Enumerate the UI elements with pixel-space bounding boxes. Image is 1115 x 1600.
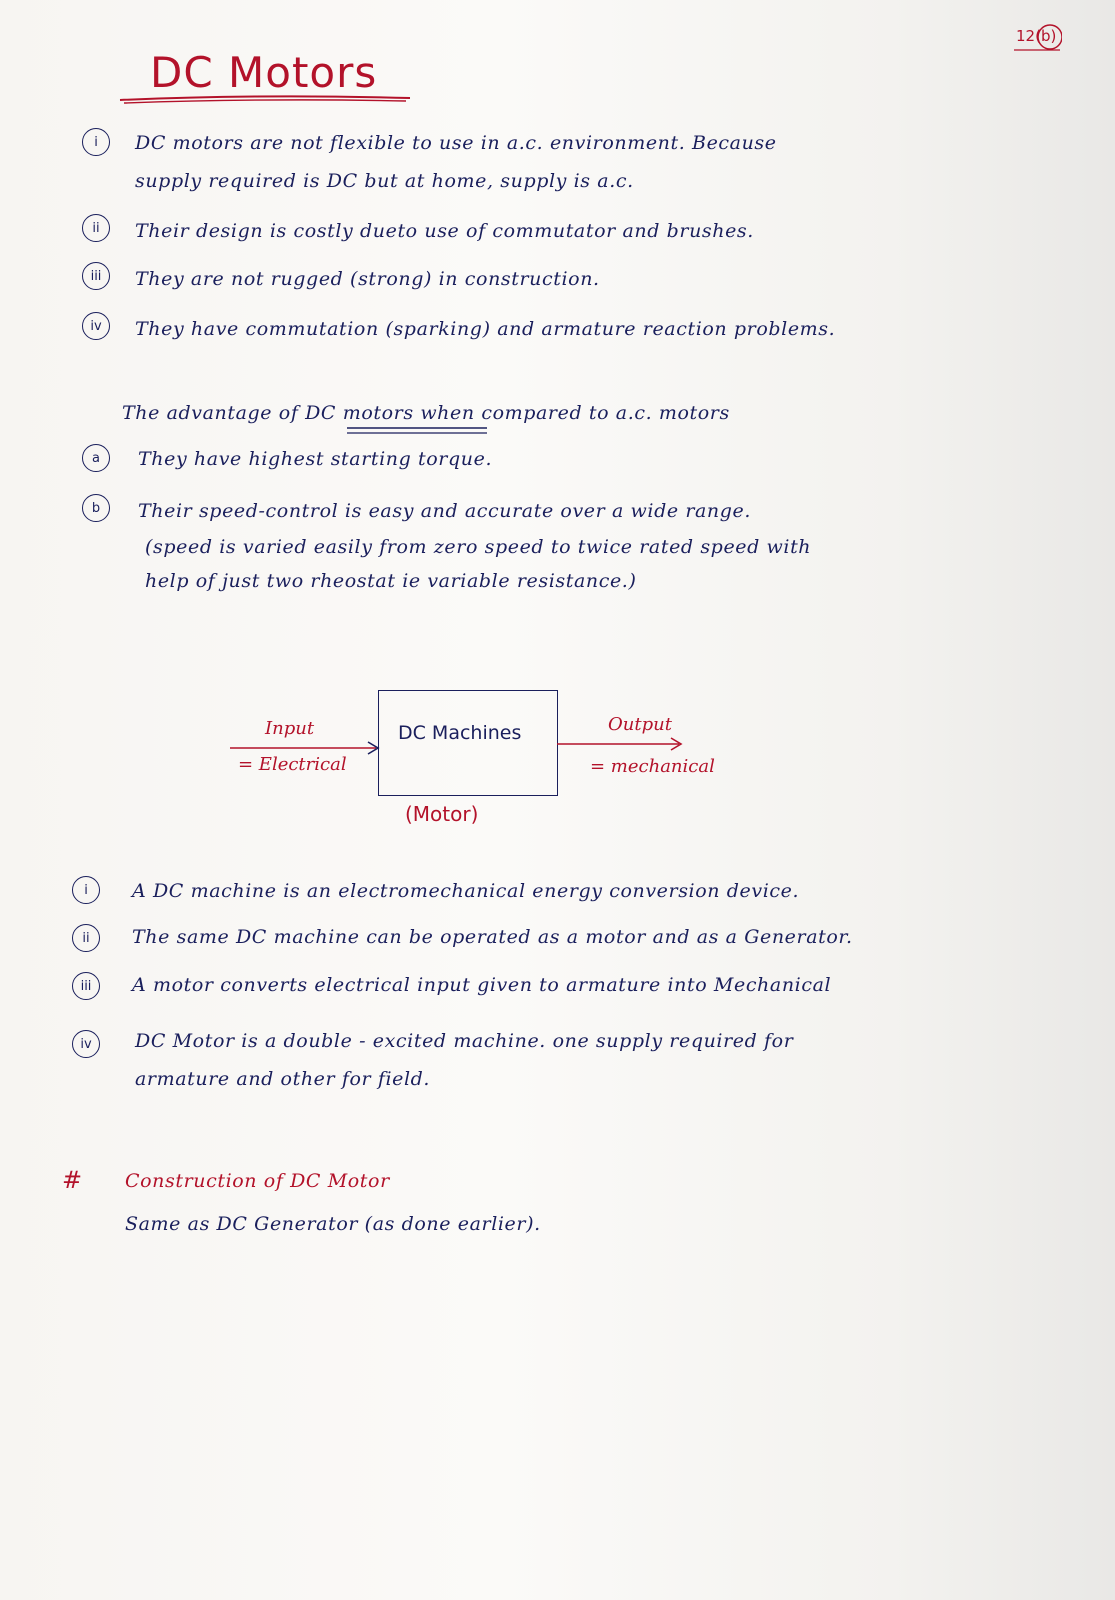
advantage-a-line-1: They have highest starting torque. — [138, 448, 493, 470]
page-title: DC Motors — [150, 48, 378, 97]
list-number-iii: iii — [82, 262, 110, 290]
construction-hash: # — [62, 1166, 83, 1194]
page-number — [1012, 20, 1062, 50]
construction-heading: Construction of DC Motor — [125, 1170, 390, 1192]
diagram-caption: (Motor) — [405, 802, 479, 826]
list-number-a: a — [82, 444, 110, 472]
list-number-i-facts: i — [72, 876, 100, 904]
list-number-b: b — [82, 494, 110, 522]
diagram-output-label: Output — [608, 714, 672, 735]
list-number-ii: ii — [82, 214, 110, 242]
disadvantage-4-line-1: They have commutation (sparking) and armature reaction problems. — [135, 318, 836, 340]
fact-1-line-1: A DC machine is an electromechanical energy conversion device. — [132, 880, 800, 902]
list-number-iv-facts: iv — [72, 1030, 100, 1058]
diagram-input-value: = Electrical — [238, 754, 347, 775]
title-underline — [118, 92, 413, 106]
advantage-b-line-2: (speed is varied easily from zero speed to twice rated speed with — [145, 536, 812, 558]
advantages-heading-underline — [345, 424, 490, 436]
disadvantage-1-line-2: supply required is DC but at home, supply is a.c. — [135, 170, 634, 192]
list-number-ii-facts: ii — [72, 924, 100, 952]
diagram-box-label: DC Machines — [398, 722, 522, 744]
diagram-output-value: = mechanical — [590, 756, 715, 777]
diagram-input-label: Input — [265, 718, 315, 739]
fact-2-line-1: The same DC machine can be operated as a motor and as a Generator. — [132, 926, 853, 948]
list-number-iii-facts: iii — [72, 972, 100, 1000]
construction-text: Same as DC Generator (as done earlier). — [125, 1213, 541, 1235]
disadvantage-2-line-1: Their design is costly dueto use of commutator and brushes. — [135, 220, 754, 242]
disadvantage-3-line-1: They are not rugged (strong) in construction. — [135, 268, 600, 290]
advantage-b-line-3: help of just two rheostat ie variable resistance.) — [145, 570, 637, 592]
page-number-text: 12(b) — [1016, 27, 1057, 45]
fact-3-line-1: A motor converts electrical input given to armature into Mechanical — [132, 974, 832, 996]
advantages-heading: The advantage of DC motors when compared to a.c. motors — [122, 402, 730, 424]
advantage-b-line-1: Their speed-control is easy and accurate over a wide range. — [138, 500, 752, 522]
list-number-i: i — [82, 128, 110, 156]
list-number-iv: iv — [82, 312, 110, 340]
fact-4-line-2: armature and other for field. — [135, 1068, 431, 1090]
diagram-output-arrow — [555, 736, 685, 752]
disadvantage-1-line-1: DC motors are not flexible to use in a.c. environment. Because — [135, 132, 777, 154]
fact-4-line-1: DC Motor is a double - excited machine. one supply required for — [135, 1030, 794, 1052]
